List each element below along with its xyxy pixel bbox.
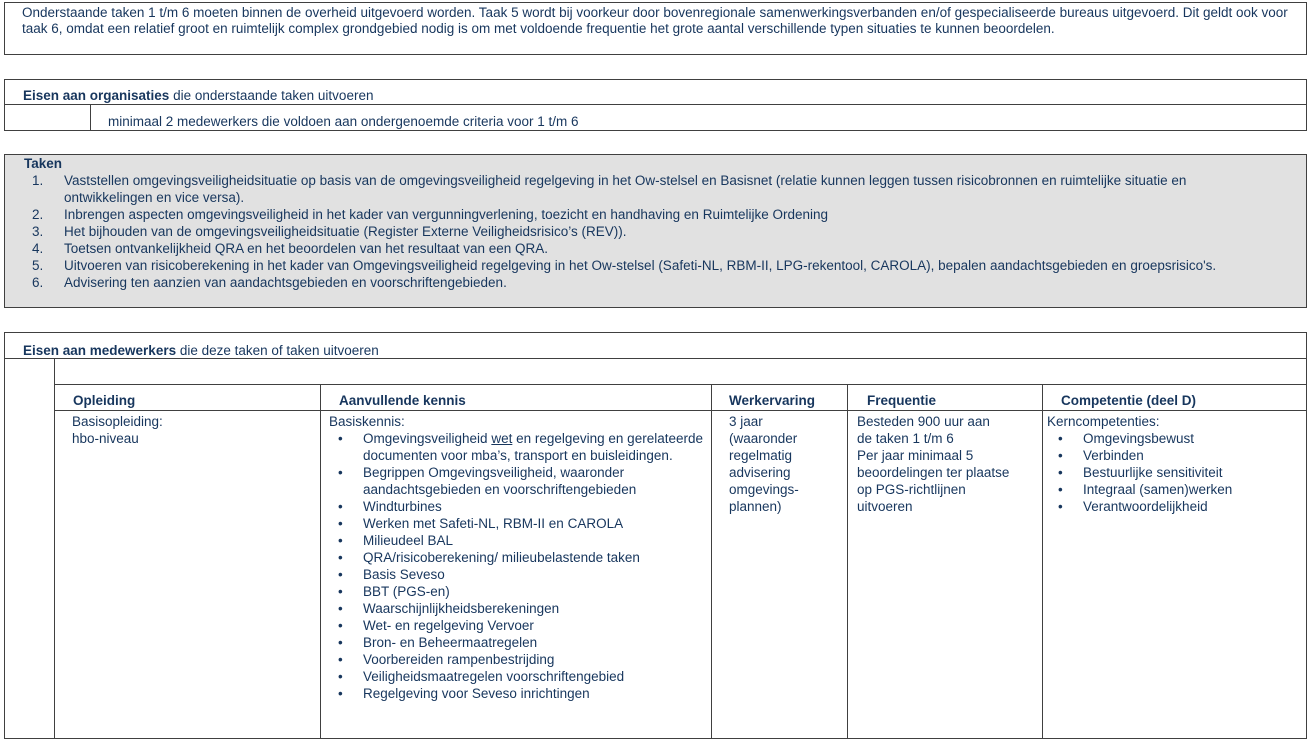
divider — [5, 104, 1306, 105]
header-werkervaring: Werkervaring — [729, 393, 816, 408]
employee-requirements-title: Eisen aan medewerkers die deze taken of taken uitvoeren — [23, 343, 379, 358]
intro-text: Onderstaande taken 1 t/m 6 moeten binnen de overheid uitgevoerd worden. Taak 5 wordt bij voorkeur door bovenregionale samenwerkingsverbanden en/of gespecialiseerde bureaus uitgevoerd. Dit geldt ook voor taak 6, omdat een relatief groot en ruimtelijk complex grondgebied nodig is om met voldoende frequentie het grote aantal verschillende typen situaties te kunnen beoordelen. — [22, 5, 1288, 36]
divider — [54, 358, 55, 738]
list-item: • Windturbines — [338, 499, 442, 514]
divider — [5, 358, 1306, 359]
task-item: 2. Inbrengen aspecten omgevingsveiligheid in het kader van vergunningverlening, toezicht en handhaving en Ruimtelijke Ordening — [32, 207, 828, 222]
kennis-cell: Basiskennis: • Omgevingsveiligheid wet en regelgeving en gerelateerde documenten voor mba’s, transport en buisleidingen. • Begrippen Omgevingsveiligheid, waaronder aandachtsgebieden en voorschriftengebieden • Windturbines • Werken met Safeti-NL, RBM-II en CAROLA • Milieudeel BAL • QRA/risicoberekening/ milieubelastende taken • Basis Seveso • BBT (PGS-en) • Waarschijnlijkheidsberekeningen • Wet- en regelgeving Vervoer • Bron- en Beheermaatregelen • Voorbereiden rampenbestrijding • Veiligheidsmaatregelen voorschriftengebied • Regelgeving voor Seveso inrichtingen — [329, 413, 707, 702]
organisation-requirement: minimaal 2 medewerkers die voldoen aan ondergenoemde criteria voor 1 t/m 6 — [108, 114, 579, 129]
divider — [320, 384, 321, 738]
list-item: • Integraal (samen)werken — [1058, 482, 1233, 497]
opleiding-cell: Basisopleiding: hbo-niveau — [72, 414, 163, 446]
list-item: • Bestuurlijke sensitiviteit — [1058, 465, 1223, 480]
task-item: 3. Het bijhouden van de omgevingsveiligheidsituatie (Register Externe Veiligheidsrisico’s (REV)). — [32, 224, 627, 239]
list-item: • BBT (PGS-en) — [338, 584, 450, 599]
list-item: • QRA/risicoberekening/ milieubelastende taken — [338, 550, 640, 565]
list-item: • Begrippen Omgevingsveiligheid, waaronder aandachtsgebieden en voorschriftengebieden — [338, 465, 637, 497]
list-item: • Milieudeel BAL — [338, 533, 454, 548]
employee-requirements-box — [4, 332, 1307, 739]
header-opleiding: Opleiding — [73, 393, 136, 408]
competentie-list — [1047, 430, 1302, 515]
list-item: • Veiligheidsmaatregelen voorschriftengebied — [338, 669, 625, 684]
list-item: • Werken met Safeti-NL, RBM-II en CAROLA — [338, 516, 624, 531]
kennis-list — [329, 430, 707, 702]
divider — [54, 384, 1306, 385]
task-item: 1. Vaststellen omgevingsveiligheidsituatie op basis van de omgevingsveiligheid regelgeving in het Ow-stelsel en Basisnet (relatie kunnen leggen tussen risicobronnen en ruimtelijke situatie en ontwikkelingen en vice versa). — [32, 173, 1187, 205]
tasks-list — [5, 172, 1244, 291]
divider — [1042, 384, 1043, 738]
tasks-box — [4, 154, 1307, 308]
list-item: • Bron- en Beheermaatregelen — [338, 635, 538, 650]
divider — [847, 384, 848, 738]
organisation-requirements-box — [4, 79, 1307, 131]
list-item: • Verbinden — [1058, 448, 1144, 463]
task-item: 5. Uitvoeren van risicoberekening in het kader van Omgevingsveiligheid regelgeving in het Ow-stelsel (Safeti-NL, RBM-II, LPG-rekentool, CAROLA), bepalen aandachtsgebieden en groepsrisico's. — [32, 258, 1217, 273]
header-competentie: Competentie (deel D) — [1061, 393, 1197, 408]
frequentie-cell: Besteden 900 uur aan de taken 1 t/m 6 Per jaar minimaal 5 beoordelingen ter plaatse op PGS-richtlijnen uitvoeren — [857, 414, 1010, 514]
organisation-requirements-title: Eisen aan organisaties die onderstaande taken uitvoeren — [23, 88, 374, 103]
werkervaring-cell: 3 jaar (waaronder regelmatig advisering omgevings-plannen) — [729, 414, 799, 514]
header-frequentie: Frequentie — [867, 393, 937, 408]
list-item: • Basis Seveso — [338, 567, 445, 582]
tasks-title: Taken — [24, 156, 63, 171]
list-item: • Waarschijnlijkheidsberekeningen — [338, 601, 560, 616]
divider — [54, 410, 1306, 411]
intro-box — [4, 2, 1307, 55]
list-item: • Verantwoordelijkheid — [1058, 499, 1208, 514]
list-item: • Regelgeving voor Seveso inrichtingen — [338, 686, 590, 701]
task-item: 4. Toetsen ontvankelijkheid QRA en het beoordelen van het resultaat van een QRA. — [32, 241, 549, 256]
divider — [90, 104, 91, 130]
divider — [711, 384, 712, 738]
list-item: • Voorbereiden rampenbestrijding — [338, 652, 555, 667]
list-item: • Omgevingsbewust — [1058, 431, 1195, 446]
competentie-cell: Kerncompetenties: • Omgevingsbewust • Verbinden • Bestuurlijke sensitiviteit • Integraal (samen)werken • Verantwoordelijkheid — [1047, 413, 1302, 515]
list-item: • Omgevingsveiligheid wet en regelgeving en gerelateerde documenten voor mba’s, transport en buisleidingen. — [338, 431, 703, 463]
list-item: • Wet- en regelgeving Vervoer — [338, 618, 534, 633]
task-item: 6. Advisering ten aanzien van aandachtsgebieden en voorschriftengebieden. — [32, 275, 507, 290]
header-kennis: Aanvullende kennis — [339, 393, 466, 408]
